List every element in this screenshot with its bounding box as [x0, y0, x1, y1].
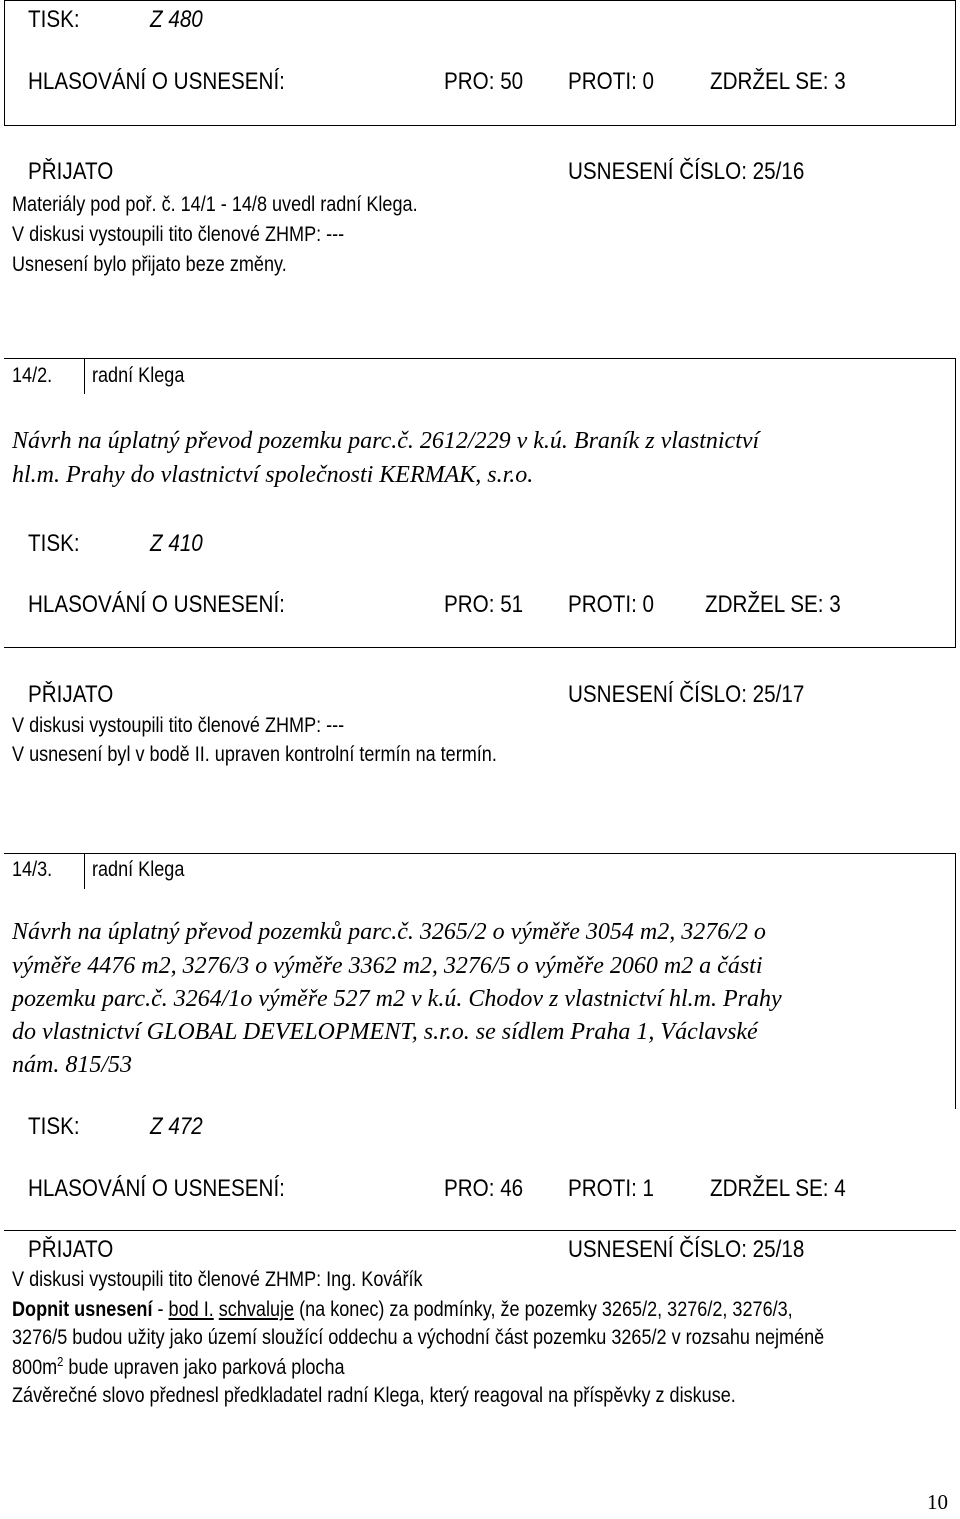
block3-amendment-line [12, 1298, 793, 1322]
block2-usneseni: USNESENÍ ČÍSLO: 25/17 [568, 681, 805, 708]
item3-title-line: výměře 4476 m2, 3276/3 o výměře 3362 m2, 3276/5 o výměře 2060 m2 a části [12, 953, 763, 979]
amendment-rest: (na konec) za podmínky, že pozemky 3265/2, 3276/2, 3276/3, [294, 1298, 793, 1321]
item2-title-line: hl.m. Prahy do vlastnictví společnosti KERMAK, s.r.o. [12, 462, 534, 488]
item2-number-divider [84, 358, 85, 394]
block1-tisk-box [4, 0, 956, 126]
block1-line: Usnesení bylo přijato beze změny. [12, 253, 287, 276]
block1-tisk-value: Z 480 [150, 6, 203, 33]
block1-zdrzel: ZDRŽEL SE: 3 [710, 68, 846, 95]
block2-vote-label: HLASOVÁNÍ O USNESENÍ: [28, 591, 285, 618]
item3-title-line: nám. 815/53 [12, 1052, 132, 1078]
block3-zdrzel: ZDRŽEL SE: 4 [710, 1175, 846, 1202]
block3-proti: PROTI: 1 [568, 1175, 655, 1202]
block1-vote-label: HLASOVÁNÍ O USNESENÍ: [28, 68, 285, 95]
item3-title-line: do vlastnictví GLOBAL DEVELOPMENT, s.r.o. se sídlem Praha 1, Václavské [12, 1019, 758, 1045]
block1-usneseni: USNESENÍ ČÍSLO: 25/16 [568, 158, 805, 185]
block2-tisk-value: Z 410 [150, 530, 203, 557]
block3-bottom-rule [4, 1230, 956, 1231]
block3-vote-label: HLASOVÁNÍ O USNESENÍ: [28, 1175, 285, 1202]
item2-title-line: Návrh na úplatný převod pozemku parc.č. 2612/229 v k.ú. Braník z vlastnictví [12, 428, 760, 454]
block2-bottom-rule [4, 647, 956, 648]
page-number: 10 [927, 1490, 948, 1514]
amendment-area-sup: 2 [57, 1354, 64, 1369]
item3-title-line: pozemku parc.č. 3264/1o výměře 527 m2 v k.ú. Chodov z vlastnictví hl.m. Prahy [12, 986, 782, 1012]
item3-top-rule [4, 853, 956, 854]
block3-tisk-value: Z 472 [150, 1113, 203, 1140]
item2-top-rule [4, 358, 956, 359]
block2-line: V usnesení byl v bodě II. upraven kontrolní termín na termín. [12, 743, 497, 766]
block3-amendment-line: 3276/5 budou užity jako území sloužící oddechu a východní část pozemku 3265/2 v rozsahu nejméně [12, 1326, 825, 1349]
amendment-dash: - [152, 1298, 169, 1321]
block2-pro: PRO: 51 [444, 591, 524, 618]
block1-line: V diskusi vystoupili tito členové ZHMP: --- [12, 223, 345, 246]
block3-tisk-label: TISK: [28, 1113, 80, 1140]
block2-line: V diskusi vystoupili tito členové ZHMP: --- [12, 714, 345, 737]
block3-usneseni: USNESENÍ ČÍSLO: 25/18 [568, 1236, 805, 1263]
amendment-area: 800m [12, 1356, 58, 1379]
block3-closing: Závěrečné slovo přednesl předkladatel radní Klega, který reagoval na příspěvky z diskuse. [12, 1384, 736, 1407]
block3-amendment-line [12, 1354, 345, 1380]
amendment-bod: bod I. [168, 1298, 214, 1321]
item3-presenter: radní Klega [92, 858, 185, 881]
block3-result: PŘIJATO [28, 1236, 114, 1263]
block2-result: PŘIJATO [28, 681, 114, 708]
amendment-park: bude upraven jako parková plocha [63, 1356, 345, 1379]
block1-proti: PROTI: 0 [568, 68, 655, 95]
block1-result: PŘIJATO [28, 158, 114, 185]
block1-line: Materiály pod poř. č. 14/1 - 14/8 uvedl radní Klega. [12, 193, 418, 216]
block2-proti: PROTI: 0 [568, 591, 655, 618]
block3-discussion: V diskusi vystoupili tito členové ZHMP: Ing. Kovářík [12, 1268, 423, 1291]
block1-pro: PRO: 50 [444, 68, 524, 95]
block1-tisk-label: TISK: [28, 6, 80, 33]
block2-zdrzel: ZDRŽEL SE: 3 [705, 591, 841, 618]
item3-number: 14/3. [12, 858, 53, 881]
item2-right-rule [955, 358, 956, 648]
amendment-lead: Dopnit usnesení [12, 1298, 153, 1321]
amendment-schvaluje: schvaluje [218, 1298, 295, 1321]
block3-pro: PRO: 46 [444, 1175, 524, 1202]
item3-right-rule [955, 853, 956, 1109]
item2-presenter: radní Klega [92, 364, 185, 387]
item2-number: 14/2. [12, 364, 53, 387]
block2-tisk-label: TISK: [28, 530, 80, 557]
item3-number-divider [84, 853, 85, 889]
item3-title-line: Návrh na úplatný převod pozemků parc.č. 3265/2 o výměře 3054 m2, 3276/2 o [12, 919, 766, 945]
